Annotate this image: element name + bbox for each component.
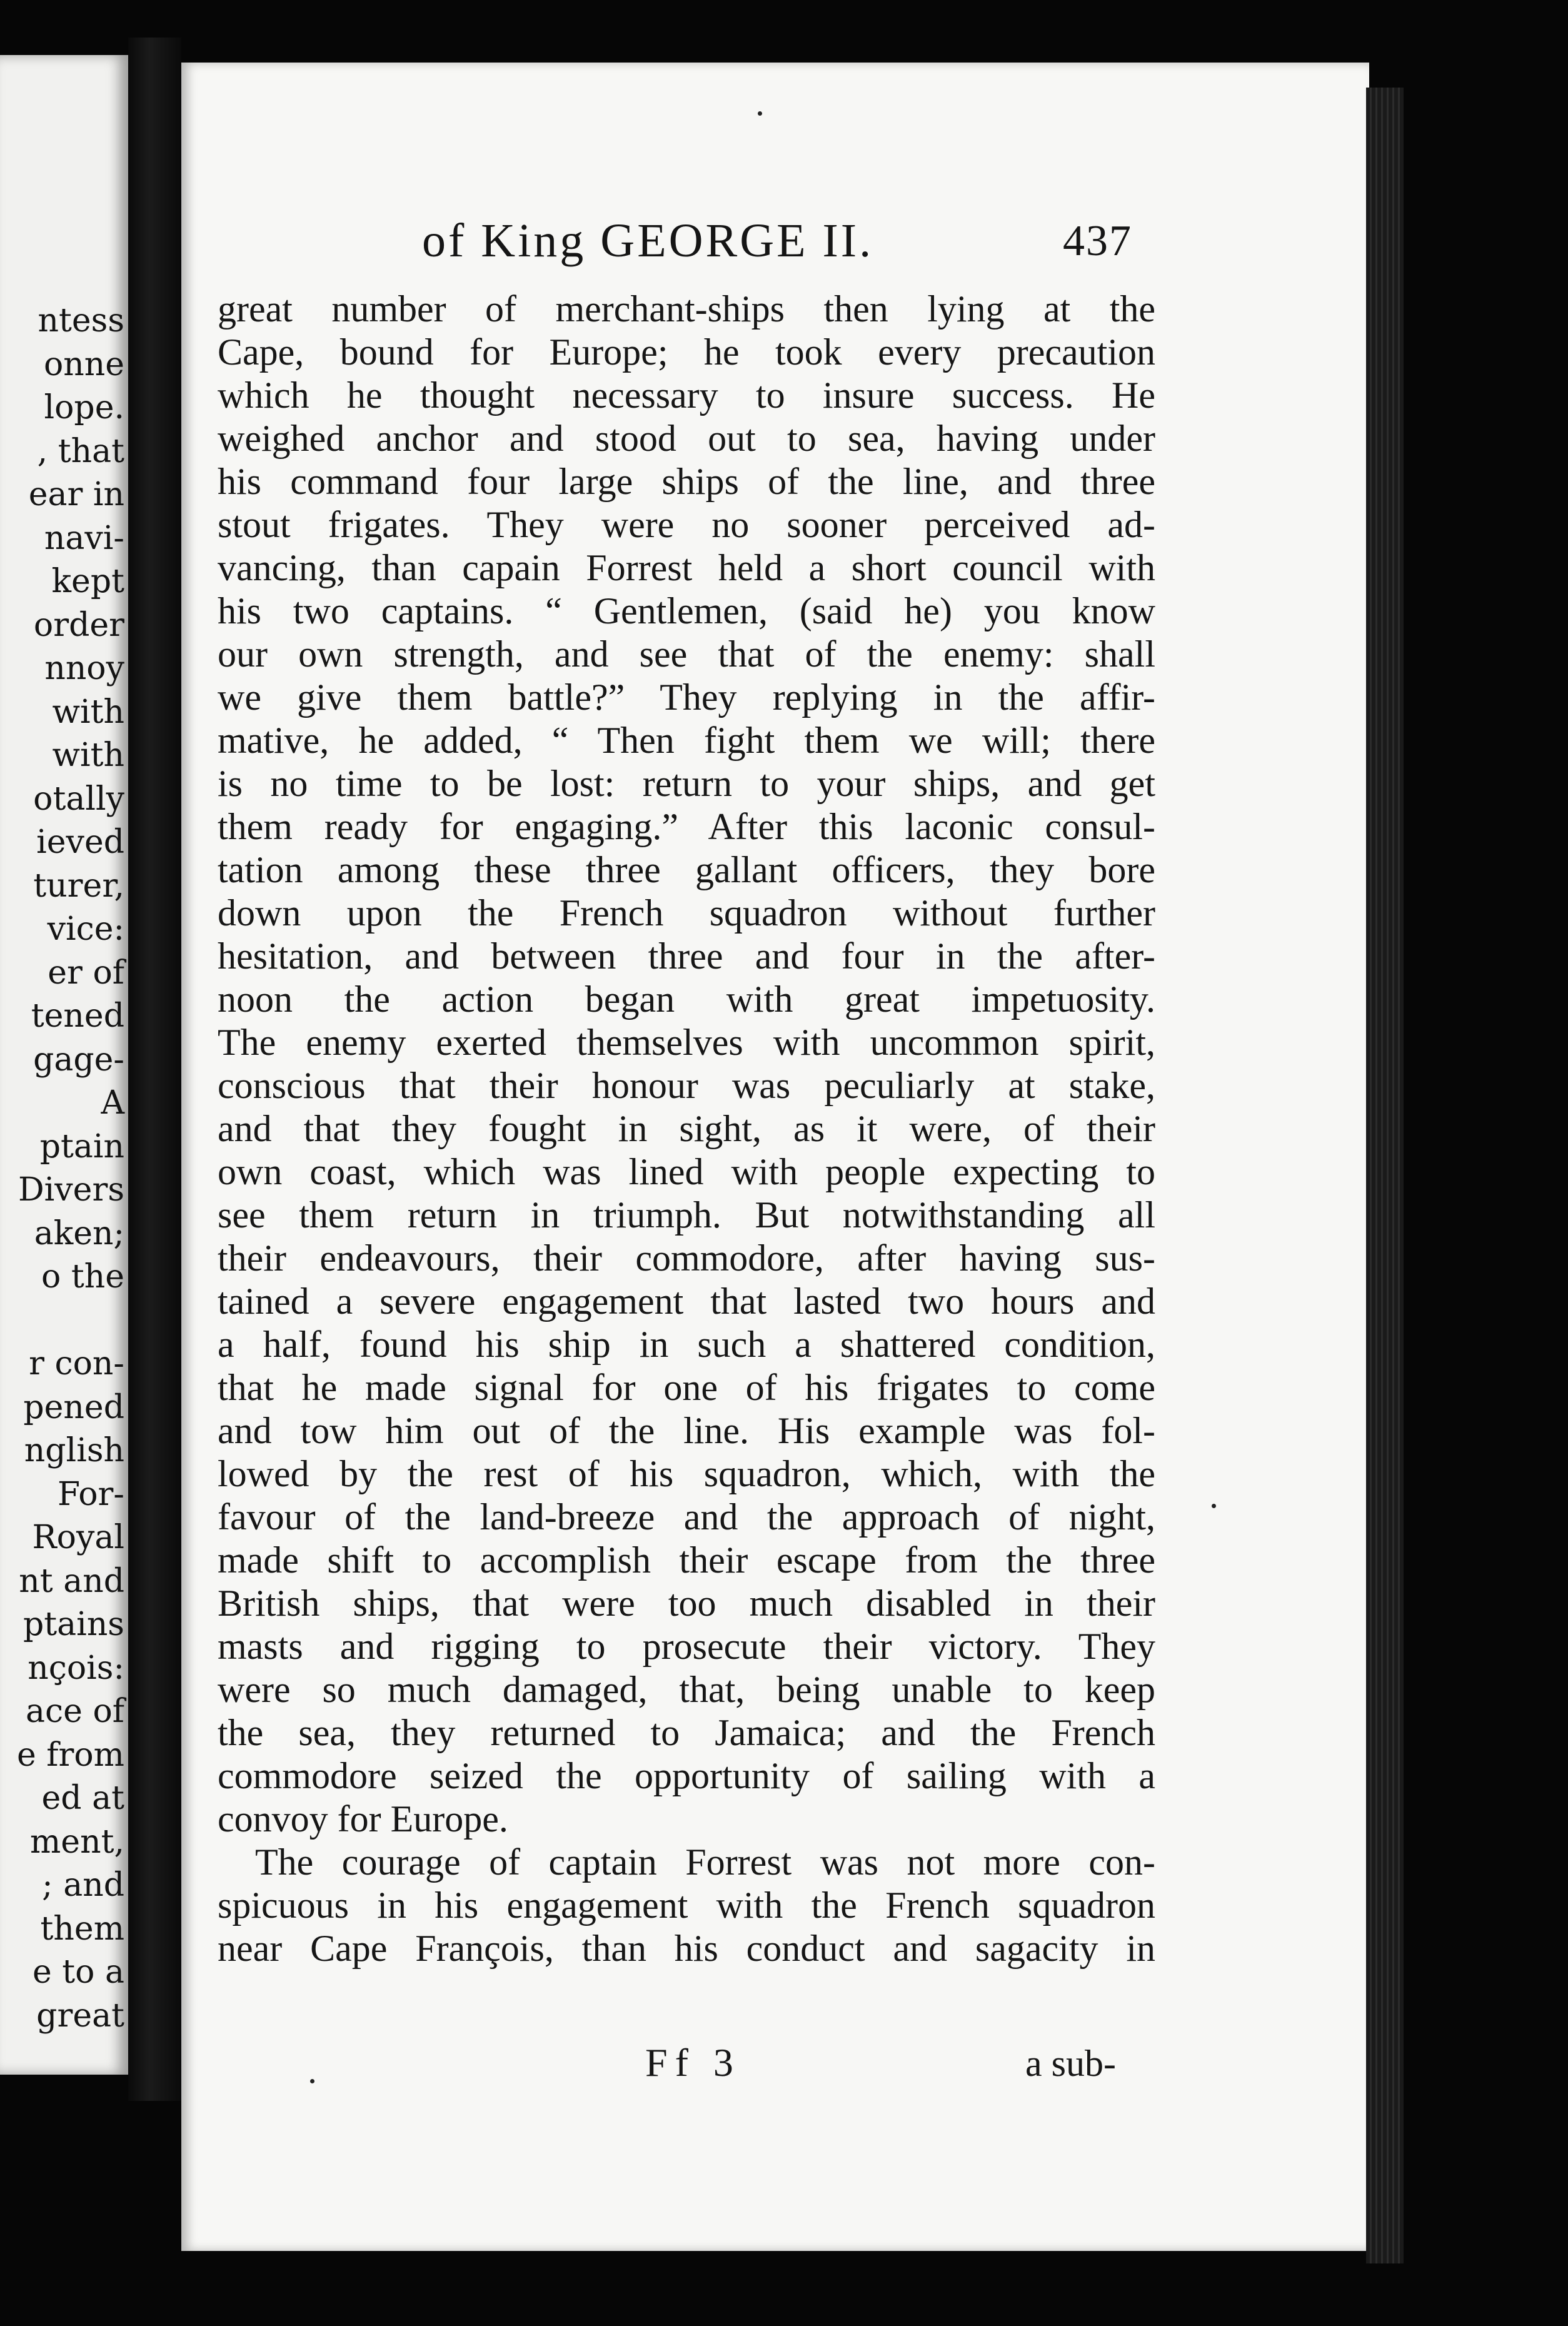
- left-page-line: them: [40, 1910, 124, 1948]
- text-line: them ready for engaging.” After this laconic consul-: [218, 806, 1155, 847]
- left-page-line: navi-: [44, 519, 124, 557]
- left-page-line: ; and: [42, 1866, 124, 1904]
- left-page-line: Divers: [18, 1171, 124, 1209]
- left-page-line: gage-: [33, 1040, 124, 1079]
- page-block-edge: [1366, 88, 1404, 2263]
- left-page-line: onne: [43, 345, 124, 383]
- text-line: The courage of captain Forrest was not more con-: [255, 1841, 1155, 1883]
- left-page-line: ntess: [38, 302, 124, 340]
- text-line: is no time to be lost: return to your ships, and get: [218, 763, 1155, 804]
- text-line: noon the action began with great impetuosity.: [218, 979, 1155, 1020]
- left-page-line: nnoy: [44, 650, 124, 687]
- left-page-line: tened: [31, 997, 124, 1035]
- text-line: his two captains. “ Gentlemen, (said he) you know: [218, 590, 1155, 632]
- left-page-line: turer,: [33, 867, 124, 905]
- text-line: tained a severe engagement that lasted two hours and: [218, 1281, 1155, 1322]
- text-line: that he made signal for one of his frigates to come: [218, 1367, 1155, 1408]
- text-line: The enemy exerted themselves with uncommon spirit,: [218, 1022, 1155, 1063]
- left-page-line: For-: [58, 1475, 124, 1513]
- running-head: [181, 214, 1369, 270]
- running-title: of King GEORGE II.: [422, 214, 874, 267]
- text-line: which he thought necessary to insure success. He: [218, 375, 1155, 416]
- left-page-line: o the: [41, 1258, 124, 1296]
- text-line: British ships, that were too much disabled in their: [218, 1583, 1155, 1624]
- left-page-line: with: [52, 737, 124, 774]
- left-page-line: ed at: [41, 1780, 124, 1817]
- text-line: our own strength, and see that of the enemy: shall: [218, 633, 1155, 675]
- text-line: vancing, than capain Forrest held a short council with: [218, 547, 1155, 588]
- left-page-line: ieved: [36, 823, 124, 861]
- text-line: and tow him out of the line. His example was fol-: [218, 1410, 1155, 1451]
- body-text: [218, 288, 1155, 1970]
- text-line: own coast, which was lined with people expecting to: [218, 1151, 1155, 1192]
- left-page-line: e to a: [32, 1953, 124, 1991]
- left-page-line: nglish: [24, 1432, 124, 1469]
- print-speck: [310, 2079, 314, 2083]
- left-page-line: with: [52, 693, 124, 731]
- text-line: see them return in triumph. But notwithstanding all: [218, 1194, 1155, 1236]
- left-page-line: aken;: [34, 1214, 124, 1252]
- left-page-line: ment,: [30, 1823, 124, 1861]
- left-page-line: nçois:: [28, 1649, 124, 1687]
- left-page-line: great: [36, 1996, 124, 2035]
- book-page-437: [181, 63, 1369, 2251]
- left-page-line: ptain: [39, 1127, 124, 1166]
- print-speck: [758, 111, 762, 116]
- text-line: hesitation, and between three and four in the after-: [218, 935, 1155, 977]
- left-page-line: e from: [16, 1736, 124, 1774]
- left-page-line: ptains: [23, 1606, 124, 1643]
- left-page-line: nt and: [19, 1562, 124, 1600]
- text-line: masts and rigging to prosecute their victory. They: [218, 1626, 1155, 1667]
- left-page-line: , that: [37, 432, 124, 470]
- left-page-line: ear in: [28, 476, 124, 513]
- catchword: a sub-: [1025, 2043, 1116, 2084]
- text-line: weighed anchor and stood out to sea, having under: [218, 418, 1155, 459]
- text-line: down upon the French squadron without further: [218, 892, 1155, 934]
- text-line: convoy for Europe.: [218, 1798, 508, 1840]
- text-line: conscious that their honour was peculiarly at stake,: [218, 1065, 1155, 1106]
- left-page-line: ace of: [26, 1693, 124, 1730]
- text-line: made shift to accomplish their escape from the three: [218, 1539, 1155, 1581]
- text-line: Cape, bound for Europe; he took every precaution: [218, 331, 1155, 373]
- left-page-line: A: [101, 1084, 124, 1122]
- left-page-line: lope.: [44, 389, 124, 426]
- text-line: spicuous in his engagement with the French squadron: [218, 1885, 1155, 1926]
- text-line: we give them battle?” They replying in the affir-: [218, 677, 1155, 718]
- left-page-line: order: [33, 606, 124, 644]
- text-line: lowed by the rest of his squadron, which, with the: [218, 1453, 1155, 1494]
- facing-page-left: [0, 55, 128, 2075]
- text-line: were so much damaged, that, being unable to keep: [218, 1669, 1155, 1710]
- text-line: tation among these three gallant officers, they bore: [218, 849, 1155, 890]
- text-line: favour of the land-breeze and the approach of night,: [218, 1496, 1155, 1538]
- print-speck: [1212, 1504, 1216, 1508]
- text-line: a half, found his ship in such a shattered condition,: [218, 1324, 1155, 1365]
- left-page-line: er of: [48, 954, 124, 992]
- left-page-line: Royal: [32, 1519, 124, 1556]
- page-number: 437: [1063, 217, 1132, 265]
- left-page-line: otally: [33, 780, 124, 818]
- left-page-line: kept: [51, 563, 124, 600]
- text-line: his command four large ships of the line, and three: [218, 461, 1155, 502]
- left-page-line: vice:: [47, 910, 124, 948]
- text-line: and that they fought in sight, as it were, of their: [218, 1108, 1155, 1149]
- left-page-line: pened: [23, 1388, 124, 1426]
- text-line: great number of merchant-ships then lying at the: [218, 288, 1155, 330]
- text-line: stout frigates. They were no sooner perceived ad-: [218, 504, 1155, 545]
- text-line: near Cape François, than his conduct and sagacity in: [218, 1928, 1155, 1969]
- book-gutter: [128, 38, 181, 2101]
- signature-mark: Ff 3: [645, 2040, 741, 2085]
- text-line: mative, he added, “ Then fight them we will; there: [218, 720, 1155, 761]
- left-page-line: r con-: [29, 1345, 124, 1382]
- text-line: commodore seized the opportunity of sailing with a: [218, 1755, 1155, 1796]
- text-line: their endeavours, their commodore, after having sus-: [218, 1237, 1155, 1279]
- text-line: the sea, they returned to Jamaica; and the French: [218, 1712, 1155, 1753]
